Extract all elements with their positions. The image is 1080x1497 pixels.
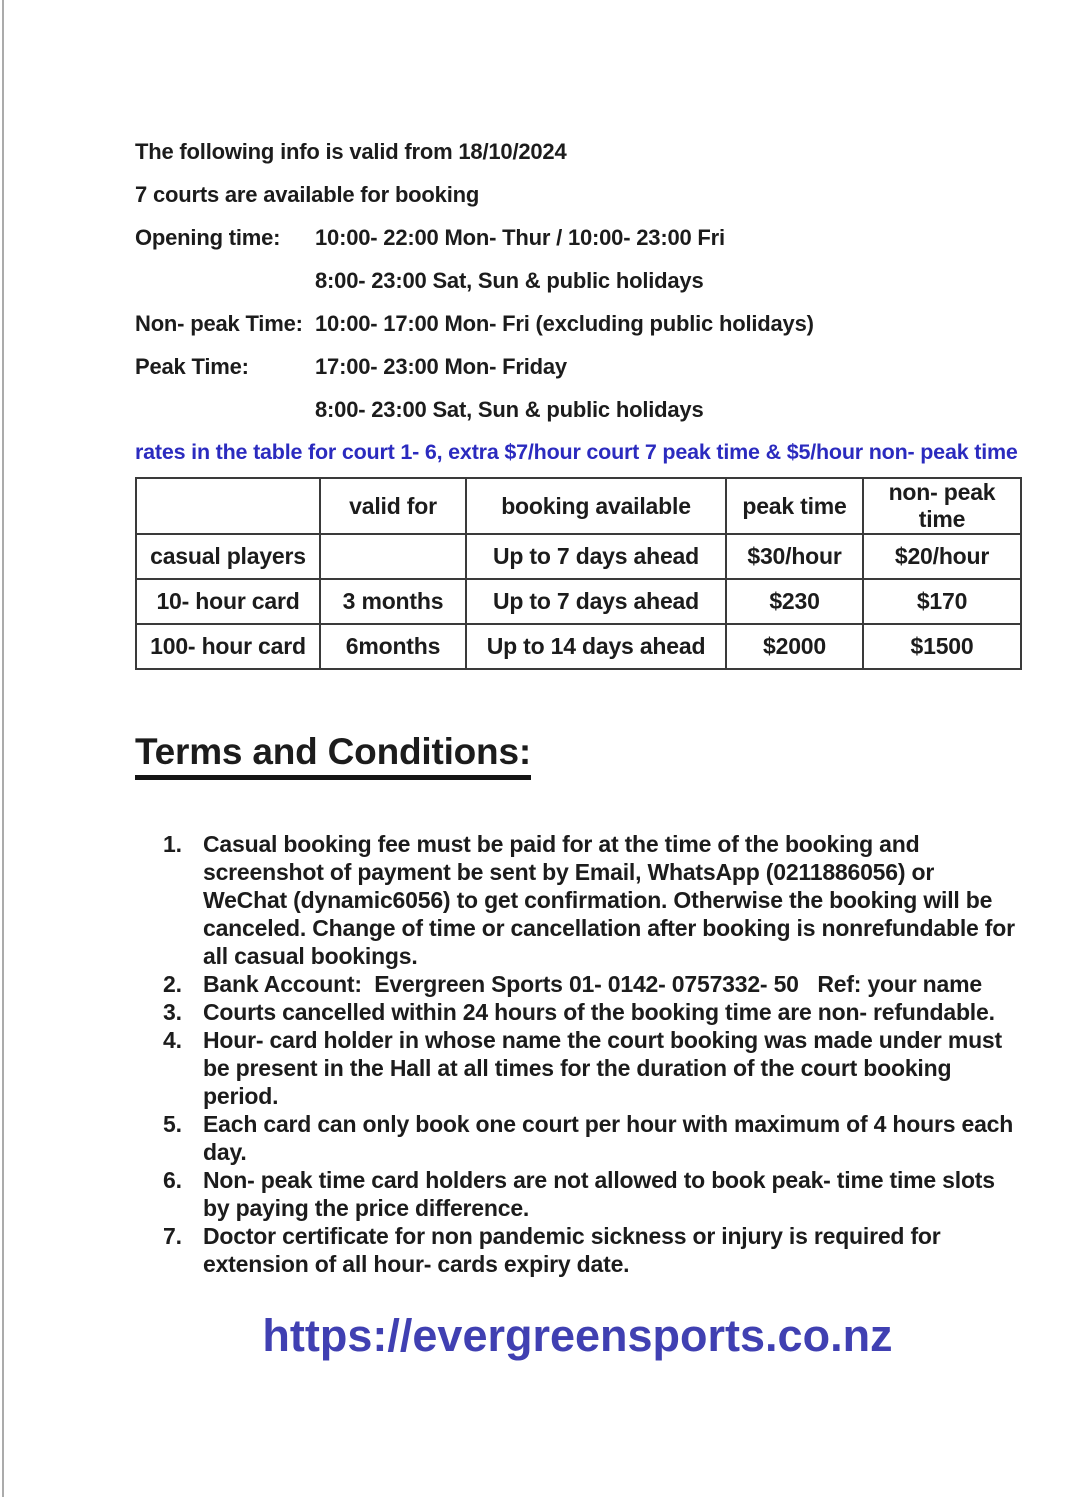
table-cell: Up to 14 days ahead [466, 624, 726, 669]
terms-heading-text: Terms and Conditions: [135, 731, 531, 780]
table-row-casual-players [136, 534, 1021, 579]
non-peak-time-label: Non- peak Time: [135, 311, 303, 336]
term-number: 7. [163, 1223, 182, 1249]
table-cell [320, 534, 466, 579]
opening-time-label: Opening time: [135, 225, 281, 250]
term-item-2 [163, 970, 1020, 998]
website-url-link[interactable]: https://evergreensports.co.nz [262, 1310, 893, 1361]
table-cell: $230 [726, 579, 863, 624]
table-header-cell: non- peak time [863, 478, 1021, 534]
peak-time-label: Peak Time: [135, 354, 249, 379]
document-content [135, 130, 1020, 1362]
term-number: 5. [163, 1111, 182, 1137]
term-number: 3. [163, 999, 182, 1025]
term-text: Non- peak time card holders are not allowed to book peak- time time slots by paying the price difference. [203, 1167, 1002, 1221]
term-text: Doctor certificate for non pandemic sickness or injury is required for extension of all hour- cards expiry date. [203, 1223, 947, 1277]
table-row-100-hour-card [136, 624, 1021, 669]
table-row-10-hour-card [136, 579, 1021, 624]
table-cell: casual players [136, 534, 320, 579]
term-text: Casual booking fee must be paid for at the time of the booking and screenshot of payment be sent by Email, WhatsApp (0211886056) or WeChat (dynamic6056) to get confirmation. Otherwise the booking will be canceled. Change of time or cancellation after booking is nonrefundable for all casual bookings. [203, 831, 1022, 969]
term-text: Each card can only book one court per hour with maximum of 4 hours each day. [203, 1111, 1020, 1165]
table-cell: 10- hour card [136, 579, 320, 624]
table-cell: $170 [863, 579, 1021, 624]
peak-time-weekend-line [135, 388, 1020, 431]
page-edge-line [2, 0, 4, 1497]
term-item-5 [163, 1110, 1020, 1166]
opening-time-value: 10:00- 22:00 Mon- Thur / 10:00- 23:00 Fri [315, 225, 725, 250]
peak-time-value: 17:00- 23:00 Mon- Friday [315, 354, 567, 379]
term-number: 6. [163, 1167, 182, 1193]
term-text: Courts cancelled within 24 hours of the booking time are non- refundable. [203, 999, 995, 1025]
peak-time-weekend-value: 8:00- 23:00 Sat, Sun & public holidays [315, 397, 704, 422]
table-cell: 3 months [320, 579, 466, 624]
table-header-cell: booking available [466, 478, 726, 534]
term-number: 1. [163, 831, 182, 857]
term-text: Hour- card holder in whose name the court booking was made under must be present in the Hall at all times for the duration of the court booking period. [203, 1027, 1009, 1109]
opening-time-weekend-line [135, 259, 1020, 302]
rates-table [135, 477, 1022, 670]
peak-time-line [135, 345, 1020, 388]
term-number: 2. [163, 971, 182, 997]
valid-from-line: The following info is valid from 18/10/2024 [135, 139, 567, 164]
table-header-cell [136, 478, 320, 534]
rates-table-header-row [136, 478, 1021, 534]
term-item-1 [163, 830, 1020, 970]
terms-list [135, 830, 1020, 1278]
non-peak-time-line [135, 302, 1020, 345]
term-number: 4. [163, 1027, 182, 1053]
courts-available-line: 7 courts are available for booking [135, 182, 480, 207]
non-peak-time-value: 10:00- 17:00 Mon- Fri (excluding public holidays) [315, 311, 814, 336]
terms-heading [135, 730, 1020, 774]
rates-note: rates in the table for court 1- 6, extra $7/hour court 7 peak time & $5/hour non- peak time [135, 440, 1018, 464]
table-cell: 6months [320, 624, 466, 669]
term-item-6 [163, 1166, 1020, 1222]
term-item-7 [163, 1222, 1020, 1278]
term-item-3 [163, 998, 1020, 1026]
table-cell: $2000 [726, 624, 863, 669]
term-item-4 [163, 1026, 1020, 1110]
table-cell: $20/hour [863, 534, 1021, 579]
table-cell: Up to 7 days ahead [466, 579, 726, 624]
opening-time-line [135, 216, 1020, 259]
table-cell: $30/hour [726, 534, 863, 579]
table-header-cell: peak time [726, 478, 863, 534]
table-header-cell: valid for [320, 478, 466, 534]
opening-time-weekend-value: 8:00- 23:00 Sat, Sun & public holidays [315, 268, 704, 293]
table-cell: 100- hour card [136, 624, 320, 669]
table-cell: Up to 7 days ahead [466, 534, 726, 579]
table-cell: $1500 [863, 624, 1021, 669]
term-text: Bank Account: Evergreen Sports 01- 0142- 0757332- 50 Ref: your name [203, 971, 982, 997]
